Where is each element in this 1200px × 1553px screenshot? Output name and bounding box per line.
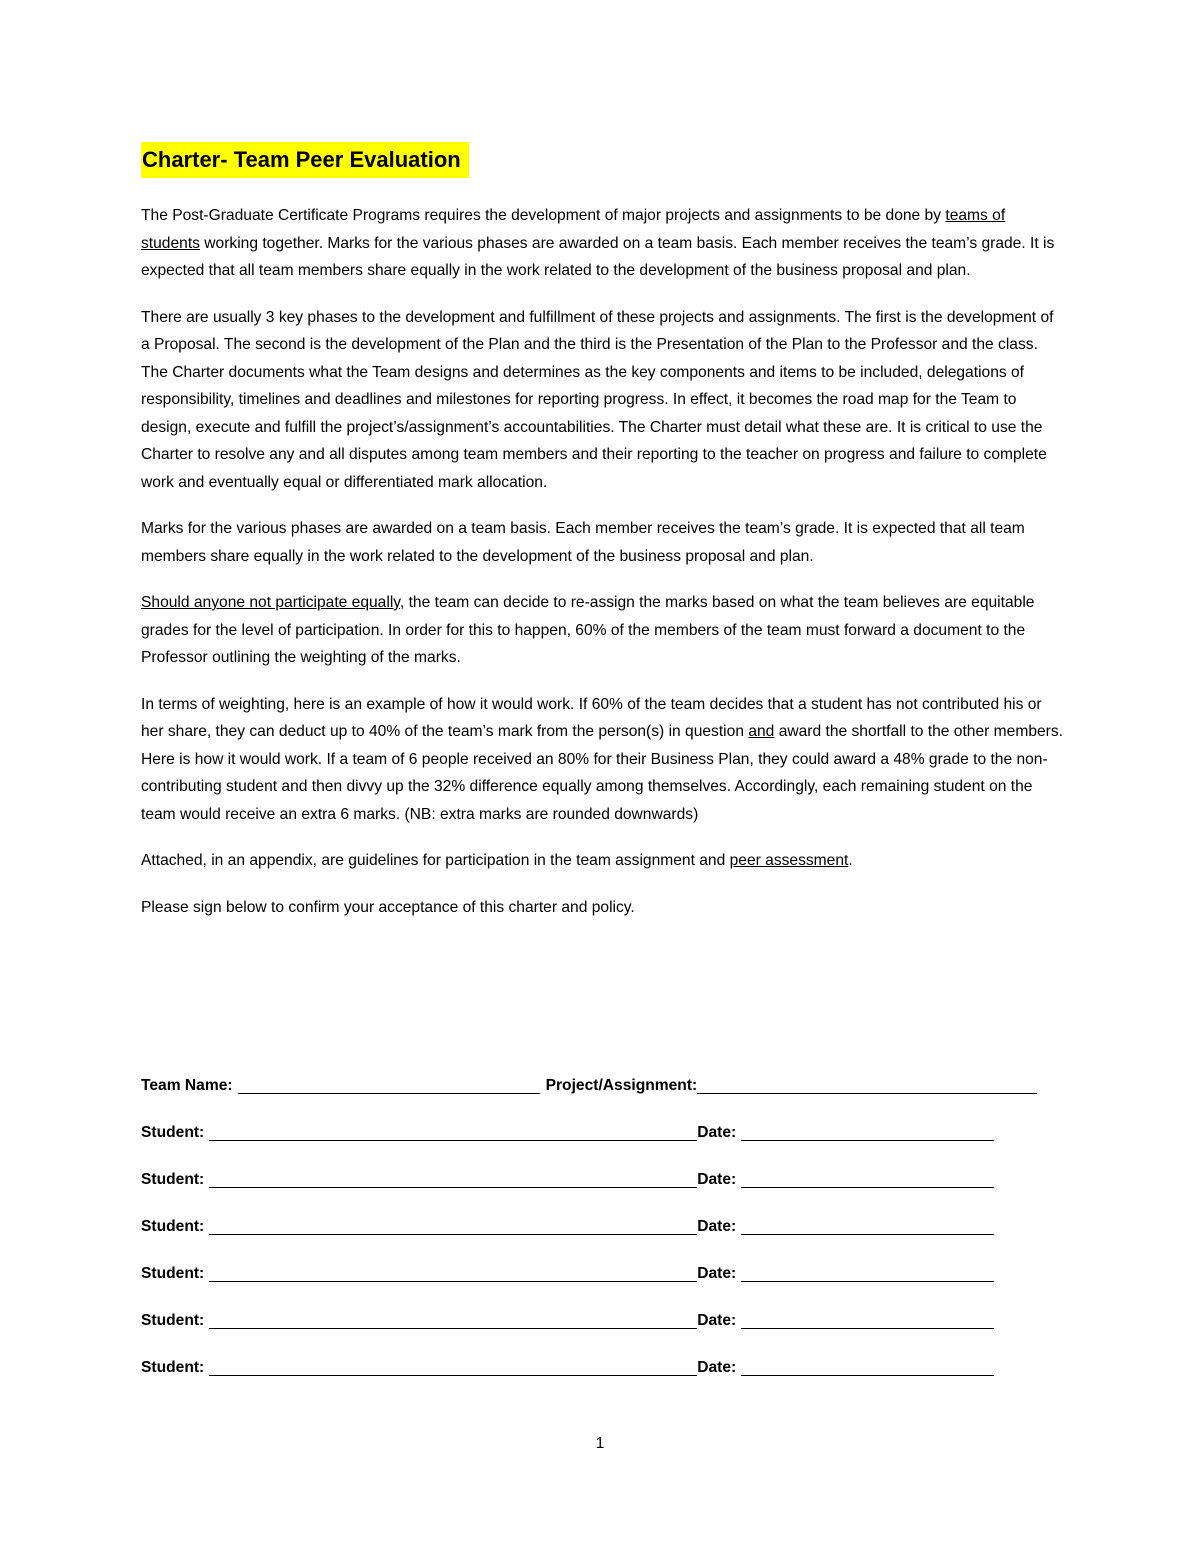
project-assignment-label: Project/Assignment: bbox=[545, 1077, 698, 1094]
paragraph-participation bbox=[141, 589, 1066, 672]
student-row bbox=[141, 1162, 1066, 1190]
student-label: Student: bbox=[141, 1218, 205, 1235]
team-row bbox=[141, 1068, 1066, 1096]
paragraph-marks: Marks for the various phases are awarded on a team basis. Each member receives the team’s grade. It is expected that all team members share equally in the work related to the development of the business proposal and plan. bbox=[141, 520, 1025, 565]
student-label: Student: bbox=[141, 1171, 205, 1188]
date-field[interactable] bbox=[741, 1120, 994, 1141]
student-row bbox=[141, 1350, 1066, 1378]
signature-form bbox=[141, 1068, 1066, 1397]
date-label: Date: bbox=[697, 1124, 737, 1141]
student-signature-field[interactable] bbox=[209, 1261, 697, 1282]
date-field[interactable] bbox=[741, 1167, 994, 1188]
paragraph-participation-text: , the team can decide to re-assign the marks based on what the team believes are equitable grades for the level of participation. In order for this to happen, 60% of the members of the team must forward a document to the Professor outlining the weighting of the marks. bbox=[141, 594, 1035, 666]
student-label: Student: bbox=[141, 1359, 205, 1376]
date-field[interactable] bbox=[741, 1355, 994, 1376]
paragraph-appendix bbox=[141, 847, 1066, 875]
student-label: Student: bbox=[141, 1265, 205, 1282]
team-name-label: Team Name: bbox=[141, 1077, 233, 1094]
date-label: Date: bbox=[697, 1218, 737, 1235]
date-label: Date: bbox=[697, 1265, 737, 1282]
paragraph-weighting-text-b: award the shortfall to the other members. Here is how it would work. If a team of 6 people received an 80% for their Business Plan, they could award a 48% grade to the non-contributing student and then divvy up the 32% difference equally among themselves. Accordingly, each remaining student on the team would receive an extra 6 marks. (NB: extra marks are rounded downwards) bbox=[141, 723, 1063, 823]
document-title: Charter- Team Peer Evaluation bbox=[141, 142, 469, 178]
paragraph-weighting bbox=[141, 691, 1066, 829]
paragraph-intro bbox=[141, 202, 1066, 285]
student-row bbox=[141, 1115, 1066, 1143]
date-field[interactable] bbox=[741, 1308, 994, 1329]
paragraph-sign-instruction: Please sign below to confirm your acceptance of this charter and policy. bbox=[141, 898, 635, 916]
student-signature-field[interactable] bbox=[209, 1355, 697, 1376]
student-row bbox=[141, 1256, 1066, 1284]
date-field[interactable] bbox=[741, 1261, 994, 1282]
date-label: Date: bbox=[697, 1359, 737, 1376]
student-signature-field[interactable] bbox=[209, 1214, 697, 1235]
paragraph-appendix-text-b: . bbox=[848, 852, 853, 869]
paragraph-intro-text-b: working together. Marks for the various phases are awarded on a team basis. Each member receives the team’s grade. It is expected that all team members share equally in the work related to the development of the business proposal and plan. bbox=[141, 234, 1055, 279]
student-label: Student: bbox=[141, 1312, 205, 1329]
date-label: Date: bbox=[697, 1312, 737, 1329]
date-field[interactable] bbox=[741, 1214, 994, 1235]
participate-equally-underline: Should anyone not participate equally bbox=[141, 594, 400, 611]
project-assignment-field[interactable] bbox=[697, 1073, 1037, 1094]
peer-assessment-underline: peer assessment bbox=[729, 852, 849, 869]
team-name-field[interactable] bbox=[238, 1073, 540, 1094]
paragraph-phases: There are usually 3 key phases to the development and fulfillment of these projects and assignments. The first is the development of a Proposal. The second is the development of the Plan and the third is the Presentation of the Plan to the Professor and the class. The Charter documents what the Team designs and determines as the key components and items to be included, delegations of responsibility, timelines and deadlines and milestones for reporting progress. In effect, it becomes the road map for the Team to design, execute and fulfill the project’s/assignment’s accountabilities. The Charter must detail what these are. It is critical to use the Charter to resolve any and all disputes among team members and their reporting to the teacher on progress and failure to complete work and eventually equal or differentiated mark allocation. bbox=[141, 308, 1054, 491]
date-label: Date: bbox=[697, 1171, 737, 1188]
student-signature-field[interactable] bbox=[209, 1167, 697, 1188]
document-body bbox=[141, 142, 1066, 921]
student-signature-field[interactable] bbox=[209, 1120, 697, 1141]
student-row bbox=[141, 1303, 1066, 1331]
student-signature-field[interactable] bbox=[209, 1308, 697, 1329]
student-row bbox=[141, 1209, 1066, 1237]
paragraph-weighting-text-a: In terms of weighting, here is an example of how it would work. If 60% of the team decides that a student has not contributed his or her share, they can deduct up to 40% of the team’s mark from the person(s) in question bbox=[141, 695, 1042, 740]
teams-of-students-underline: teams of students bbox=[141, 207, 1006, 252]
page-number: 1 bbox=[595, 1435, 605, 1452]
and-underline: and bbox=[748, 723, 775, 740]
paragraph-appendix-text-a: Attached, in an appendix, are guidelines for participation in the team assignment and bbox=[141, 852, 730, 869]
student-label: Student: bbox=[141, 1124, 205, 1141]
paragraph-intro-text-a: The Post-Graduate Certificate Programs requires the development of major projects and assignments to be done by bbox=[141, 207, 946, 224]
